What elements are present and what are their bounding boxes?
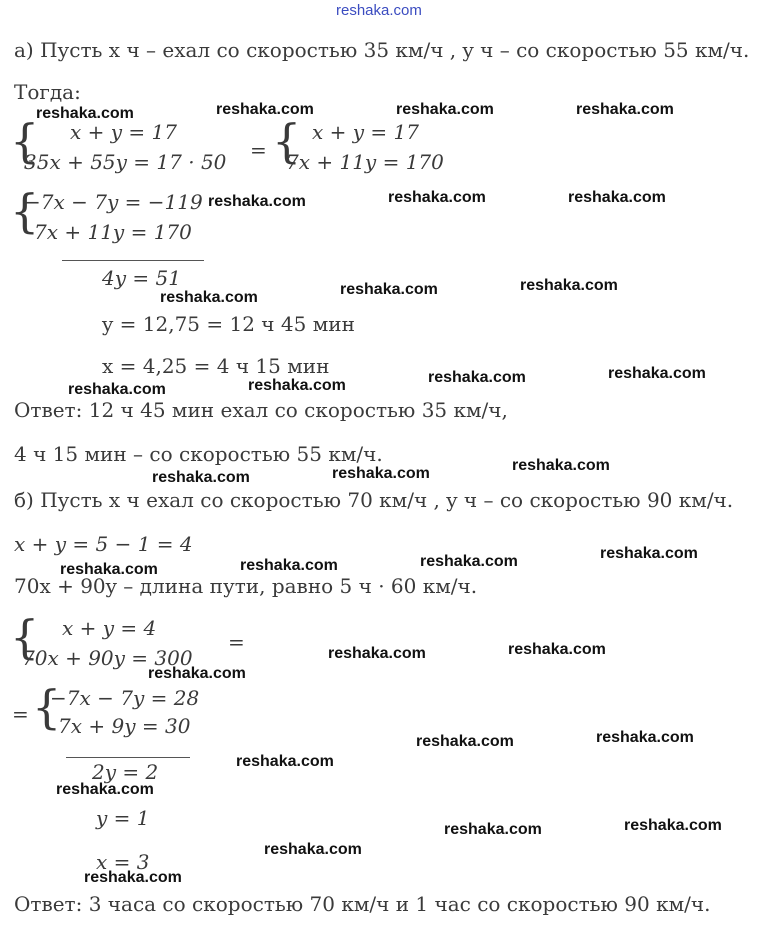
watermark: reshaka.com xyxy=(328,645,426,662)
sys-b2-line1: −7x − 7y = 28 xyxy=(50,686,200,710)
watermark: reshaka.com xyxy=(624,817,722,834)
brace-b2: { xyxy=(32,680,62,734)
answer-b: Ответ: 3 часа со скоростью 70 км/ч и 1 час со скоростью 90 км/ч. xyxy=(14,892,711,916)
watermark: reshaka.com xyxy=(596,729,694,746)
watermark: reshaka.com xyxy=(236,753,334,770)
sum-b: 2y = 2 xyxy=(92,760,159,784)
part-b-eq2: 70x + 90y – длина пути, равно 5 ч · 60 км/ч. xyxy=(14,574,478,598)
brace-a2: { xyxy=(272,114,302,168)
watermark: reshaka.com xyxy=(388,189,486,206)
watermark: reshaka.com xyxy=(160,289,258,306)
y-value-b: y = 1 xyxy=(96,806,150,830)
site-header-watermark[interactable]: reshaka.com xyxy=(336,2,422,19)
watermark: reshaka.com xyxy=(420,553,518,570)
brace-a3: { xyxy=(10,184,40,238)
watermark: reshaka.com xyxy=(152,469,250,486)
part-a-then: Тогда: xyxy=(14,80,81,104)
watermark: reshaka.com xyxy=(264,841,362,858)
sum-a: 4y = 51 xyxy=(102,266,181,290)
watermark: reshaka.com xyxy=(216,101,314,118)
watermark: reshaka.com xyxy=(332,465,430,482)
x-value-b: x = 3 xyxy=(96,850,150,874)
watermark: reshaka.com xyxy=(512,457,610,474)
watermark: reshaka.com xyxy=(60,561,158,578)
watermark: reshaka.com xyxy=(608,365,706,382)
sys-b-equals-2: = xyxy=(12,702,29,726)
x-value-a: x = 4,25 = 4 ч 15 мин xyxy=(102,354,330,378)
sys-a1-line1: x + y = 17 xyxy=(70,120,177,144)
sum-line-a xyxy=(62,260,204,261)
part-b-eq1: x + y = 5 − 1 = 4 xyxy=(14,532,193,556)
sys-a3-line1: −7x − 7y = −119 xyxy=(24,190,203,214)
part-a-intro: а) Пусть x ч – ехал со скоростью 35 км/ч , y ч – со скоростью 55 км/ч. xyxy=(14,38,750,62)
watermark: reshaka.com xyxy=(56,781,154,798)
sys-a-equals: = xyxy=(250,138,267,162)
answer-a-line2: 4 ч 15 мин – со скоростью 55 км/ч. xyxy=(14,442,383,466)
watermark: reshaka.com xyxy=(444,821,542,838)
watermark: reshaka.com xyxy=(240,557,338,574)
watermark: reshaka.com xyxy=(576,101,674,118)
part-b-intro: б) Пусть x ч ехал со скоростью 70 км/ч , y ч – со скоростью 90 км/ч. xyxy=(14,488,734,512)
watermark: reshaka.com xyxy=(248,377,346,394)
answer-a-line1: Ответ: 12 ч 45 мин ехал со скоростью 35 км/ч, xyxy=(14,398,508,422)
watermark: reshaka.com xyxy=(208,193,306,210)
watermark: reshaka.com xyxy=(340,281,438,298)
sys-a1-line2: 35x + 55y = 17 · 50 xyxy=(24,150,227,174)
sys-a2-line2: 7x + 11y = 170 xyxy=(286,150,444,174)
watermark: reshaka.com xyxy=(396,101,494,118)
sys-a2-line1: x + y = 17 xyxy=(312,120,419,144)
watermark: reshaka.com xyxy=(520,277,618,294)
sum-line-b xyxy=(66,757,190,758)
watermark: reshaka.com xyxy=(600,545,698,562)
watermark: reshaka.com xyxy=(568,189,666,206)
sys-b2-line2: 7x + 9y = 30 xyxy=(58,714,191,738)
sys-a3-line2: 7x + 11y = 170 xyxy=(34,220,192,244)
brace-a1: { xyxy=(10,114,40,168)
sys-b-equals-1: = xyxy=(228,630,245,654)
sys-b1-line1: x + y = 4 xyxy=(62,616,157,640)
watermark: reshaka.com xyxy=(148,665,246,682)
watermark: reshaka.com xyxy=(416,733,514,750)
y-value-a: y = 12,75 = 12 ч 45 мин xyxy=(102,312,355,336)
brace-b1: { xyxy=(10,610,40,664)
watermark: reshaka.com xyxy=(428,369,526,386)
sys-b1-line2: 70x + 90y = 300 xyxy=(22,646,193,670)
watermark: reshaka.com xyxy=(68,381,166,398)
watermark: reshaka.com xyxy=(36,105,134,122)
watermark: reshaka.com xyxy=(84,869,182,886)
watermark: reshaka.com xyxy=(508,641,606,658)
